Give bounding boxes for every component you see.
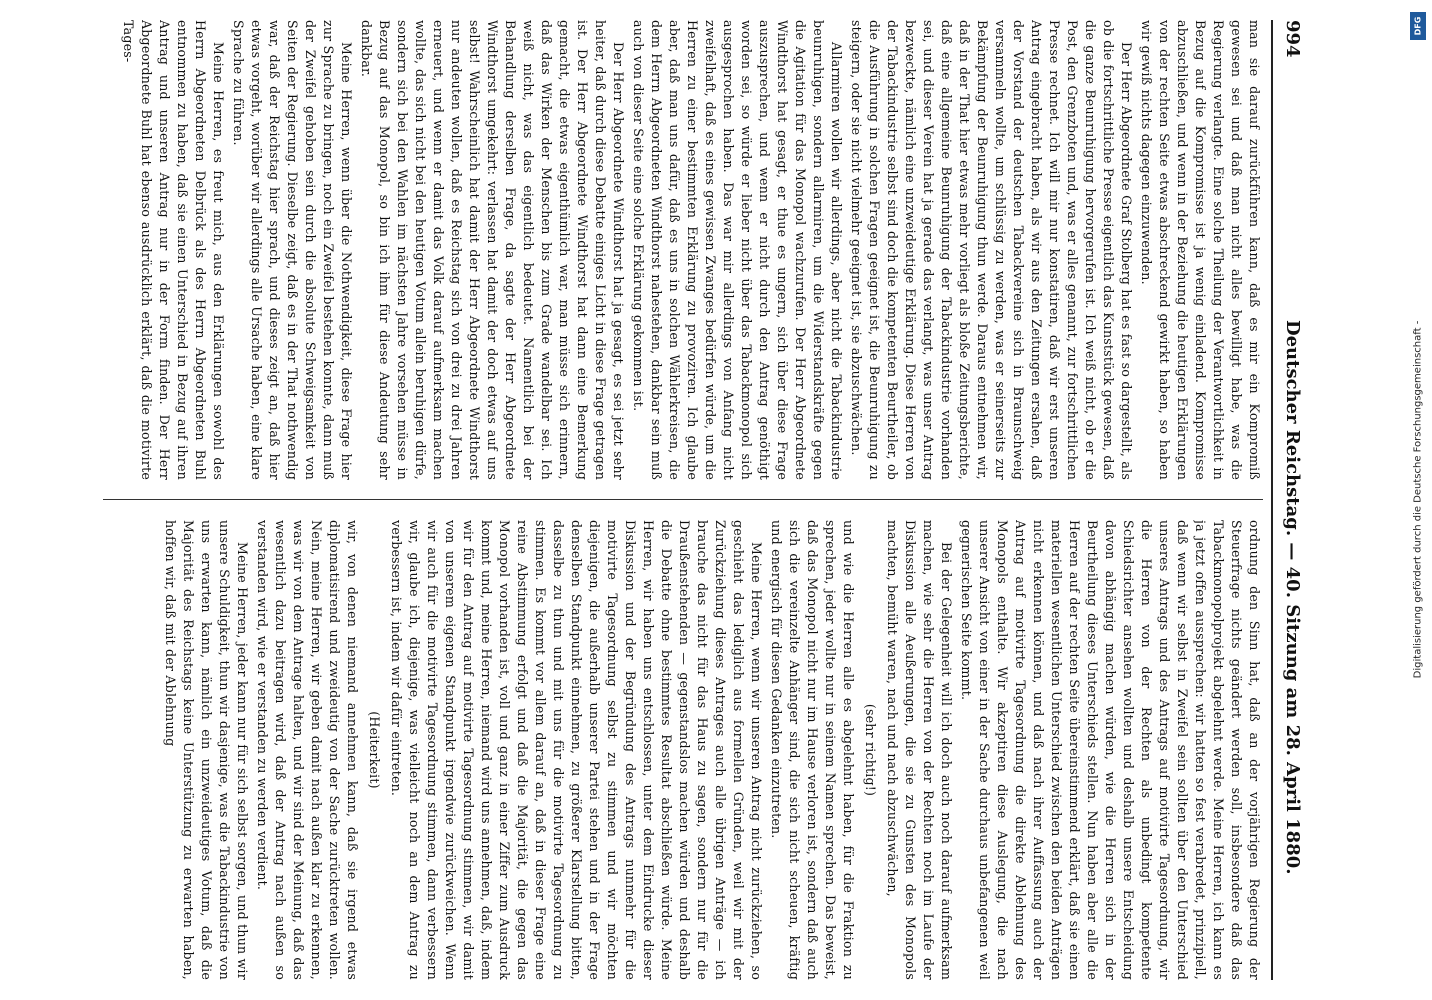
paragraph: Meine Herren, es freut mich, aus den Erklärungen sowohl des Herrn Abgeordneten Delbrück als des Herrn Abgeordneten Buhl entnommen zu haben, daß sie einen Unterschied in Bezug auf ihren Antrag und unseren Antrag nur in der Form finden. Der Herr Abgeordnete Buhl hat ebenso ausdrücklich erklärt, daß die motivirte Tages- [121, 20, 226, 480]
paragraph: wir, von denen niemand annehmen kann, daß sie irgend etwas diplomatisirend und zweideutig von der Sache zurücktreten wollen. Nein, meine Herren, wir geben damit nach außen klar zu erkennen, was wir von dem Antrage halten, und wir sind der Meinung, daß das wesentlich dazu beitragen wird, daß der Antrag nach außen so verstanden wird, wie er verstanden zu werden verdient. [255, 520, 360, 980]
right-column [103, 520, 1263, 980]
dfg-logo: DFG [1410, 12, 1426, 40]
header-rule [1271, 20, 1273, 980]
paragraph: Der Herr Abgeordnete Windthorst hat ja gesagt, es sei jetzt sehr heiter, daß durch diese Debatte einiges Licht in diese Frage getragen ist. Der Herr Abgeordnete Windthorst hat dann eine Bemerkung gemacht, die etwas eigenthümlich war, man müsse sich erinnern, daß das Wirken der Menschen bis zum Grade wandelbar sei. Ich weiß nicht, was das eigentlich bedeutet. Namentlich bei der Behandlung derselben Frage, da sagte der Herr Abgeordnete Windthorst umgekehrt: verlassen hat damit der doch etwas auf uns selbst! Wahrscheinlich hat damit der Herr Abgeordnete Windthorst nur andeuten wollen, daß es Reichstag sich von drei zu drei Jahren erneuert, und wenn er damit das Volk darauf aufmerksam machen wollte, das sich nicht bei den heutigen Votum allein beruhigen dürfe, sondern sich bei den Wahlen im nächsten Jahre vorsehen müsse in Bezug auf das Monopol, so bin ich ihm für diese Andeutung sehr dankbar. [359, 20, 626, 480]
paragraph: Allarmiren wollen wir allerdings, aber nicht die Tabackindustrie beunruhigen, sondern allarmiren, um die Widerstandskräfte gegen die Agitation für das Monopol wachzurufen. Der Herr Abgeordnete Windthorst hat gesagt, er thue es ungern, sich über diese Frage auszusprechen, und wenn er nicht durch den Antrag genöthigt worden sei, so würde er lieber nicht über das Tabackmonopol sich ausgesprochen haben. Das war mir allerdings von Anfang nicht zweifelhaft, daß es eines gewissen Zwanges bedürfen würde, um die Herren zu einer bestimmten Erklärung zu provoziren. Ich glaube aber, daß man uns dafür, daß es uns in solchen Wählerkreisen, die dem Herrn Abgeordneten Windthorst nahestehen, dankbar sein muß auch von dieser Seite eine solche Erklärung gekommen ist. [631, 20, 844, 480]
paragraph: Bei der Gelegenheit will ich doch auch noch darauf aufmerksam machen, wie sehr die Herren von der Rechten noch im Laufe der Diskussion alle Aeußerungen, die sie zu Gunsten des Monopols machten, bemüht waren, nach und nach abzuschwächen, [885, 520, 954, 980]
paragraph: Meine Herren, wenn wir unseren Antrag nicht zurückziehen, so geschieht das lediglich aus formellen Gründen, weil wir mit der Zurückziehung dieses Antrages auch alle übrigen Anträge — ich brauche das nicht für das Haus zu sagen, sondern nur für die Draußenstehenden — gegenstandslos machen würden und deshalb die Debatte ohne bestimmtes Resultat abschließen würde. Meine Herren, wir haben uns entschlossen, unter dem Eindrucke dieser Diskussion und der Begründung des Antrags nunmehr für die motivirte Tagesordnung selbst zu stimmen und wir möchten diejenigen, die außerhalb unserer Partei stehen und in der Frage denselben Standpunkt einnehmen, zu größerer Klarstellung bitten, dasselbe zu thun und mit uns für die motivirte Tagesordnung zu stimmen. Es kommt vor allem darauf an, daß in dieser Frage eine reine Abstimmung erfolgt und daß die Majorität, die gegen das Monopol vorhanden ist, voll und ganz in einer Ziffer zum Ausdruck kommt und, meine Herren, niemand wird uns annehmen, daß, indem wir für den Antrag auf motivirte Tagesordnung stimmen, wir damit von unserem eigenen Standpunkt irgendwie zurückweichen. Wenn wir auch für die motivirte Tagesordnung stimmen, dann verbessern wir, glaube ich, diejenige, was vielleicht noch an dem Antrag zu verbessern ist, indem wir dafür eintreten. [389, 520, 764, 980]
credit-text: Digitalisierung gefördert durch die Deutsche Forschungsgemeinschaft - [1412, 320, 1424, 679]
paragraph: Meine Herren, wenn über die Nothwendigkeit, diese Frage hier zur Sprache zu bringen, noch ein Zweifel bestehen konnte, dann muß der Zweifel gehoben sein durch die absolute Schweigsamkeit von Seiten der Regierung. Dieselbe zeigt, daß es in der That nothwendig war, daß der Reichstag hier sprach, und dieses zeigt an, daß hier etwas vorgeht, worüber wir allerdings alle Ursache haben, eine klare Sprache zu führen. [231, 20, 354, 480]
scanned-sheet [71, 20, 1361, 980]
digitization-credit [1408, 10, 1428, 990]
paragraph: ordnung den Sinn hat, daß an der vorjährigen Regierung der Steuerfrage nichts geändert werden soll, insbesondere daß das Tabackmonopolprojekt abgelehnt werde. Meine Herren, ich kann es ja jetzt offen aussprechen: wir hatten so fest verabredet, prinzipiell, daß wenn wir selbst in Zweifel sein sollten über den Unterschied unseres Antrags und des Antrags auf motivirte Tagesordnung, wir die Herren von der Rechten als unbedingt kompetente Schiedsrichter ansehen wollten und deshalb unsere Entscheidung davon abhängig machen würden, wie die Herren sich in der Beurtheilung dieses Unterschieds stellen. Nun haben aber alle die Herren auf der rechten Seite übereinstimmend erklärt, daß sie einen materiellen wesentlichen Unterschied zwischen den beiden Anträgen nicht erkennen können, und daß nach ihrer Auffassung auch der Antrag auf motivirte Tagesordnung die direkte Ablehnung des Monopols enthalte. Wir akzeptiren diese Auslegung, die nach unserer Ansicht von einer in der Sache durchaus unbefangenen weil gegnerischen Seite kommt. [959, 520, 1262, 980]
paragraph: Meine Herren, jeder kann nur für sich selbst sorgen, und thun wir unsere Schuldigkeit, thun wir dasjenige, was die Tabackindustrie von uns erwarten kann, nämlich ein unzweideutiges Votum, daß die Majorität des Reichstags keine Unterstützung zu erwarten haben, hoffen wir, daß mit der Ablehnung [163, 520, 250, 980]
paragraph: Der Herr Abgeordnete Graf Stolberg hat es fast so dargestellt, als ob die fortschrittliche Presse eigentlich das Kunststück gewesen, daß die ganze Beunruhigung hervorgerufen ist. Ich weiß nicht, ob er die Post, den Grenzboten und, was er alles genannt, zur fortschrittlichen Presse rechnet. Ich will mir nur konstatiren, daß wir erst unseren Antrag eingebracht haben, als wir aus den Zeitungen ersahen, daß der Vorstand der deutschen Tabackvereine sich in Braunschweig versammeln wollte, um schlüssig zu werden, was er seinerseits zur Bekämpfung der Beunruhigung thun werde. Daraus entnehmen wir, daß in der That hier etwas mehr vorliegt als bloße Zeitungsberichte, daß eine allgemeine Beunruhigung der Tabackindustrie vorhanden sei, und dieser Verein hat ja gerade das verlangt, was unser Antrag bezweckte, nämlich eine unzweideutige Erklärung. Diese Herren von der Tabackindustrie selbst sind doch die kompetenten Beurtheiler, ob die Ausführung in solchen Fragen geeignet ist, die Beunruhigung zu steigern, oder sie nicht vielmehr geeignet ist, sie abzuschwächen. [849, 20, 1134, 480]
page-title: Deutscher Reichstag. — 40. Sitzung am 28. April 1880. [1282, 320, 1303, 875]
paragraph: und wie die Herren alle es abgelehnt haben, für die Fraktion zu sprechen, jeder wollte nur in seinem Namen sprechen. Das beweist, daß das Monopol nicht nur im Hause verloren ist, sondern daß auch sich die vereinzelte Anhänger sind, die sich nicht scheuen, kräftig und energisch für diesen Gedanken einzutreten. [769, 520, 856, 980]
interjection: (Heiterkeit) [367, 711, 382, 789]
page-header [1277, 20, 1303, 980]
page-number: 994 [1282, 20, 1303, 58]
column-divider [103, 499, 1263, 500]
interjection: (sehr richtig!) [863, 703, 878, 797]
left-column [103, 20, 1263, 480]
paragraph: man sie darauf zurückführen kann, daß es mir ein Kompromiß gewesen sei und daß man nicht alles bewilligt habe, was die Regierung verlangte. Eine solche Theilung der Verantwortlichkeit in Bezug auf die Kompromisse ist ja wenig einladend. Kompromisse abzuschließen, und wenn in der Beziehung die heutigen Erklärungen von der rechten Seite etwas abschreckend gewirkt haben, so haben wir gewiß nichts dagegen einzuwenden. [1139, 20, 1262, 480]
